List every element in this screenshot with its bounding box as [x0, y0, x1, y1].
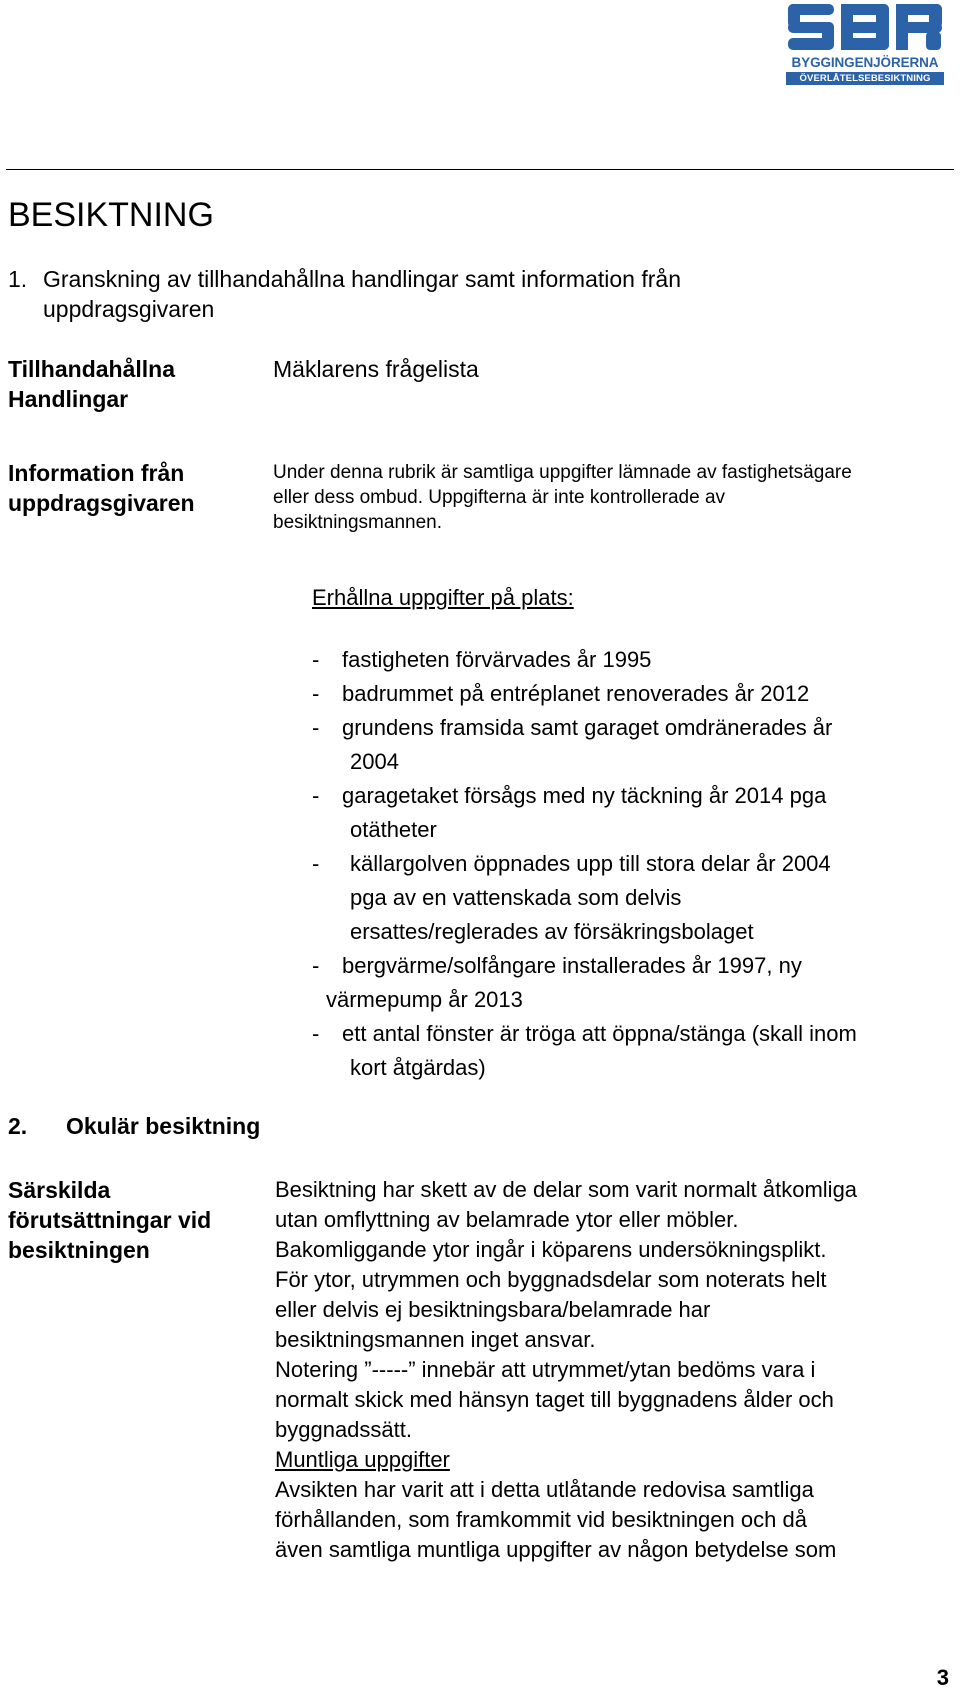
- list-item: [312, 677, 952, 711]
- docs-label: Tillhandahållna Handlingar: [8, 356, 175, 412]
- list-dash: -: [312, 1021, 320, 1046]
- list-item-continuation: 2004: [350, 749, 399, 774]
- list-item-continuation: kort åtgärdas): [350, 1055, 486, 1080]
- conditions-line: Bakomliggande ytor ingår i köparens undersökningsplikt.: [275, 1237, 827, 1262]
- info-text-line: eller dess ombud. Uppgifterna är inte kontrollerade av: [273, 487, 726, 508]
- list-item: [312, 847, 952, 949]
- info-label: Information från uppdragsgivaren: [8, 460, 195, 516]
- list-item-continuation: otätheter: [350, 817, 437, 842]
- conditions-line: besiktningsmannen inget ansvar.: [275, 1327, 596, 1352]
- list-item-continuation: värmepump år 2013: [326, 987, 523, 1012]
- oral-heading: Muntliga uppgifter: [275, 1447, 450, 1472]
- page-title: BESIKTNING: [8, 196, 214, 234]
- logo-subtitle: ÖVERLÅTELSEBESIKTNING: [799, 73, 931, 84]
- info-text-line: Under denna rubrik är samtliga uppgifter lämnade av fastighetsägare: [273, 462, 852, 483]
- list-item-continuation: ersattes/reglerades av försäkringsbolaget: [350, 919, 754, 944]
- onsite-list: [312, 643, 952, 1085]
- conditions-line: byggnadssätt.: [275, 1417, 412, 1442]
- list-item-text: grundens framsida samt garaget omdränerades år: [342, 715, 833, 740]
- list-item: [312, 711, 952, 779]
- conditions-label: Särskilda förutsättningar vid besiktningen: [8, 1177, 212, 1263]
- info-text-line: besiktningsmannen.: [273, 512, 442, 533]
- list-item-text: garagetaket försågs med ny täckning år 2014 pga: [342, 783, 827, 808]
- oral-line: även samtliga muntliga uppgifter av någon betydelse som: [275, 1537, 837, 1562]
- list-dash: -: [312, 647, 320, 672]
- list-item: [312, 643, 952, 677]
- section-1-title-line2: uppdragsgivaren: [43, 296, 215, 322]
- conditions-line: Notering ”-----” innebär att utrymmet/ytan bedöms vara i: [275, 1357, 816, 1382]
- list-item-text: källargolven öppnades upp till stora delar år 2004: [350, 851, 831, 876]
- list-dash: -: [312, 953, 320, 978]
- section-2-heading: [8, 1113, 260, 1140]
- list-dash: -: [312, 783, 320, 808]
- section-1-heading: [8, 264, 681, 324]
- section-1-number: 1.: [8, 266, 28, 292]
- section-2-title: Okulär besiktning: [66, 1113, 261, 1139]
- page-number: 3: [936, 1665, 949, 1690]
- logo-name: BYGGINGENJÖRERNA: [791, 55, 939, 70]
- company-logo: [786, 2, 944, 84]
- header-divider: [6, 169, 954, 170]
- docs-value: Mäklarens frågelista: [273, 356, 479, 382]
- conditions-line: eller delvis ej besiktningsbara/belamrade har: [275, 1297, 711, 1322]
- section-2-number: 2.: [8, 1113, 28, 1139]
- oral-line: Avsikten har varit att i detta utlåtande redovisa samtliga: [275, 1477, 814, 1502]
- conditions-line: För ytor, utrymmen och byggnadsdelar som noterats helt: [275, 1267, 827, 1292]
- conditions-line: utan omflyttning av belamrade ytor eller möbler.: [275, 1207, 739, 1232]
- sbr-logo-icon: [786, 2, 944, 54]
- conditions-line: normalt skick med hänsyn taget till byggnadens ålder och: [275, 1387, 834, 1412]
- list-item-text: bergvärme/solfångare installerades år 1997, ny: [342, 953, 802, 978]
- section-1-title-line1: Granskning av tillhandahållna handlingar samt information från: [43, 266, 681, 292]
- oral-line: förhållanden, som framkommit vid besiktningen och då: [275, 1507, 807, 1532]
- list-item: [312, 779, 952, 847]
- list-item-text: badrummet på entréplanet renoverades år 2012: [342, 681, 810, 706]
- conditions-text: [275, 1175, 955, 1565]
- list-item-continuation: pga av en vattenskada som delvis: [350, 885, 682, 910]
- list-dash: -: [312, 851, 320, 876]
- conditions-line: Besiktning har skett av de delar som varit normalt åtkomliga: [275, 1177, 858, 1202]
- list-item: [312, 1017, 952, 1085]
- list-dash: -: [312, 715, 320, 740]
- list-dash: -: [312, 681, 320, 706]
- list-item-text: fastigheten förvärvades år 1995: [342, 647, 652, 672]
- onsite-heading: Erhållna uppgifter på plats:: [312, 585, 574, 610]
- list-item: [312, 949, 952, 1017]
- list-item-text: ett antal fönster är tröga att öppna/stänga (skall inom: [342, 1021, 857, 1046]
- info-text: [273, 460, 953, 535]
